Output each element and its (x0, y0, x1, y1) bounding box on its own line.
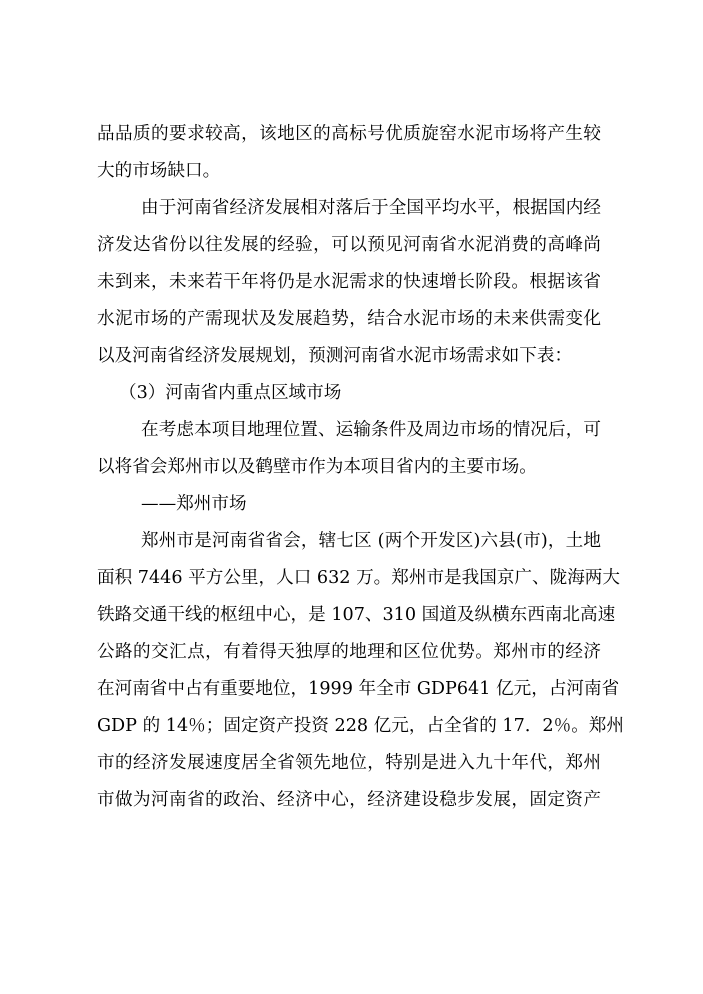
text-line: 面积 7446 平方公里，人口 632 万。郑州市是我国京广、陇海两大 (97, 568, 620, 588)
paragraph-start-line: 由于河南省经济发展相对落后于全国平均水平，根据国内经 (141, 198, 601, 218)
paragraph-start-line: 郑州市是河南省省会，辖七区 (两个开发区)六县(市)，土地 (141, 531, 601, 551)
text-line: 以及河南省经济发展规划，预测河南省水泥市场需求如下表： (97, 346, 573, 366)
text-line: 市做为河南省的政治、经济中心，经济建设稳步发展，固定资产 (97, 790, 601, 810)
paragraph-start-line: 在考虑本项目地理位置、运输条件及周边市场的情况后，可 (141, 420, 601, 440)
text-line: 市的经济发展速度居全省领先地位，特别是进入九十年代，郑州 (97, 753, 601, 773)
text-line: 品品质的要求较高，该地区的高标号优质旋窑水泥市场将产生较 (97, 124, 601, 144)
text-line: 以将省会郑州市以及鹤壁市作为本项目省内的主要市场。 (97, 457, 537, 477)
section-heading: （3）河南省内重点区域市场 (119, 383, 342, 403)
subsection-heading: ——郑州市场 (141, 494, 247, 514)
text-line: 济发达省份以往发展的经验，可以预见河南省水泥消费的高峰尚 (97, 235, 601, 255)
text-line: 铁路交通干线的枢纽中心，是 107、310 国道及纵横东西南北高速 (97, 605, 616, 625)
text-line: 在河南省中占有重要地位，1999 年全市 GDP641 亿元，占河南省 (97, 679, 620, 699)
text-line: 水泥市场的产需现状及发展趋势，结合水泥市场的未来供需变化 (97, 309, 601, 329)
text-line: 公路的交汇点，有着得天独厚的地理和区位优势。郑州市的经济 (97, 642, 601, 662)
text-line: 大的市场缺口。 (97, 161, 221, 181)
text-line: 未到来，未来若干年将仍是水泥需求的快速增长阶段。根据该省 (97, 272, 601, 292)
text-line: GDP 的 14％；固定资产投资 228 亿元，占全省的 17．2％。郑州 (97, 716, 624, 736)
